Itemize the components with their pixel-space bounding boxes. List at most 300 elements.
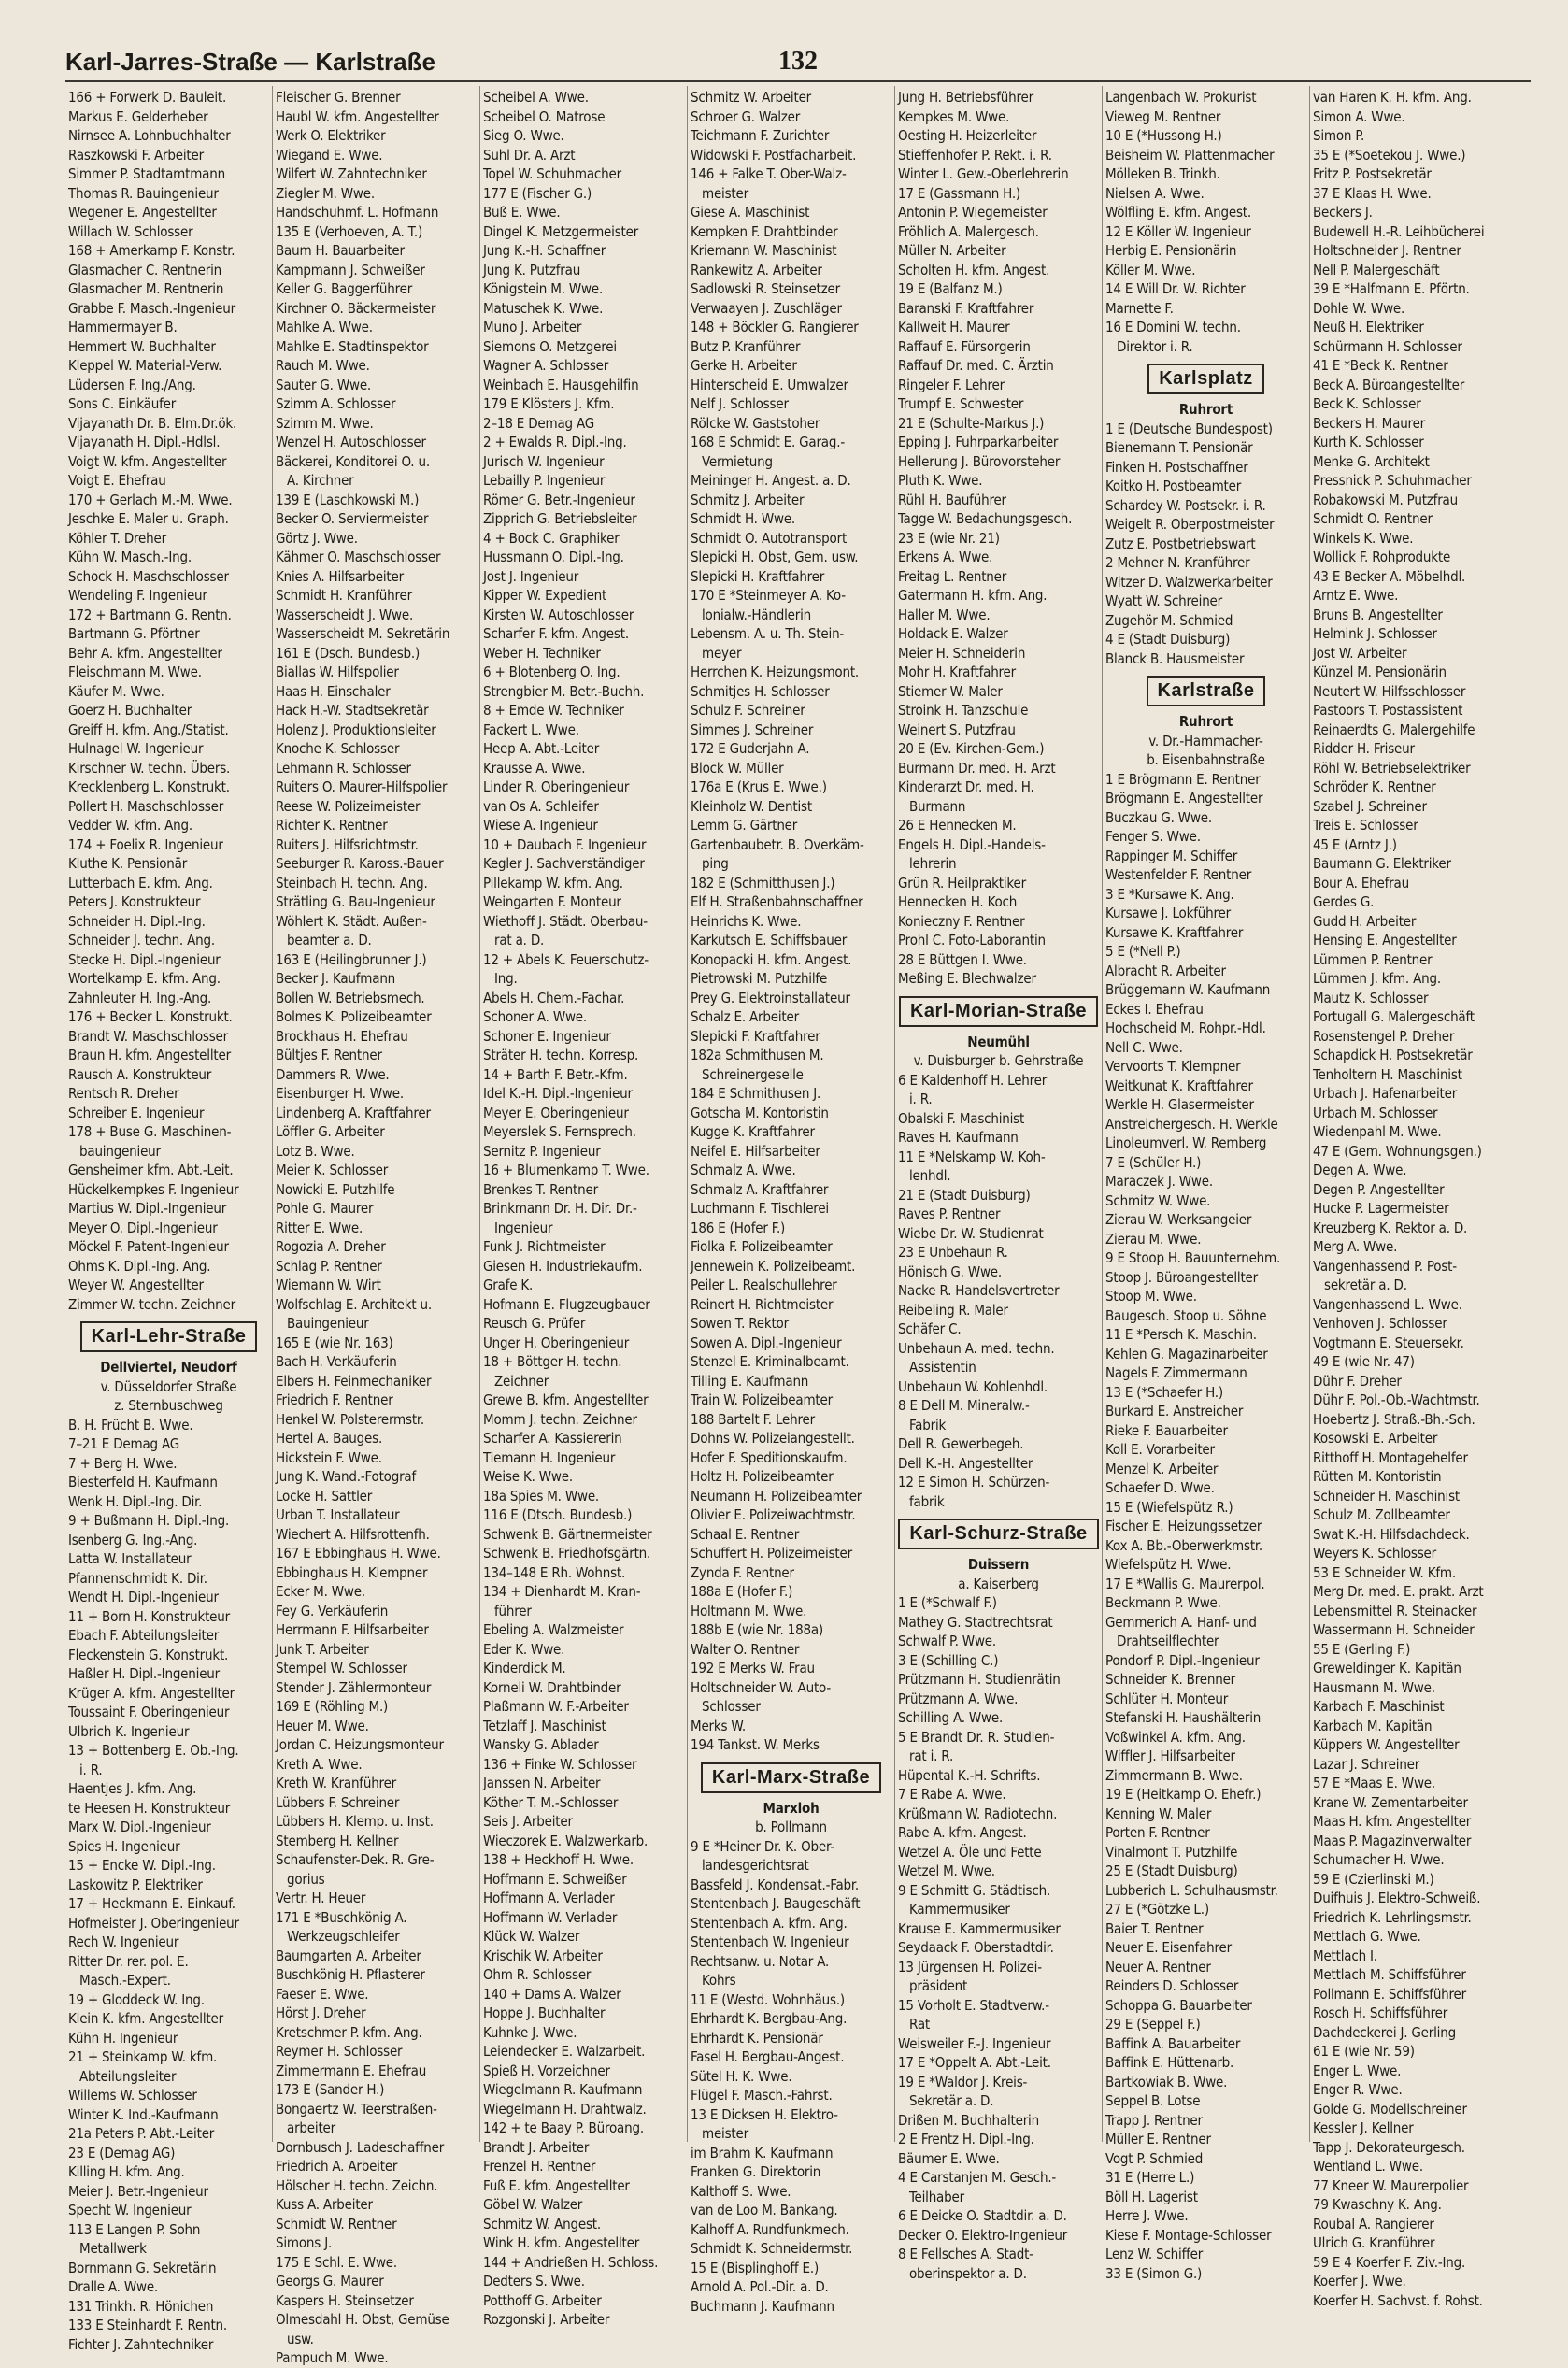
directory-entry: Schroer G. Walzer xyxy=(691,107,801,125)
directory-entry: Kempkes M. Wwe. xyxy=(898,107,1010,125)
directory-entry: Koerfer J. Wwe. xyxy=(1313,2273,1406,2290)
directory-entry: Schmidt O. Autotransport xyxy=(691,529,848,547)
directory-entry: Olivier E. Polizeiwachtmstr. xyxy=(691,1506,856,1523)
directory-entry: Kriemann W. Maschinist xyxy=(691,242,837,259)
directory-entry: Krausse A. Wwe. xyxy=(483,759,586,777)
directory-entry: 11 + Born H. Konstrukteur xyxy=(68,1607,230,1625)
directory-entry: Meyer O. Dipl.-Ingenieur xyxy=(68,1219,218,1236)
directory-entry: Haas H. Einschaler xyxy=(276,682,391,700)
directory-entry: 16 + Blumenkamp T. Wwe. xyxy=(483,1162,649,1178)
directory-entry: Rentsch R. Dreher xyxy=(68,1085,179,1102)
directory-entry: Hulnagel W. Ingenieur xyxy=(68,740,204,757)
directory-entry: Winter K. Ind.-Kaufmann xyxy=(68,2105,219,2123)
directory-entry: Krüßmann W. Radiotechn. xyxy=(898,1805,1058,1822)
directory-entry: Hausmann M. Wwe. xyxy=(1313,1678,1435,1696)
directory-entry: Glasmacher C. Rentnerin xyxy=(68,261,221,278)
directory-entry: landesgerichtsrat xyxy=(702,1857,809,1874)
directory-entry: Nirnsee A. Lohnbuchhalter xyxy=(68,127,231,144)
directory-entry: Pressnick P. Schuhmacher xyxy=(1313,472,1472,489)
directory-entry: Fiolka F. Polizeibeamter xyxy=(691,1238,833,1255)
directory-entry: Hellerung J. Bürovorsteher xyxy=(898,452,1061,470)
directory-entry: Kallweit H. Maurer xyxy=(898,319,1010,335)
directory-entry: Hoffmann A. Verlader xyxy=(483,1890,615,1906)
directory-entry: 15 + Encke W. Dipl.-Ing. xyxy=(68,1857,216,1874)
directory-entry: Kalhoff A. Rundfunkmech. xyxy=(691,2220,849,2238)
directory-entry: Weisweiler F.-J. Ingenieur xyxy=(898,2034,1051,2052)
district-note: v. Düsseldorfer Straße xyxy=(100,1377,237,1395)
directory-entry: Freitag L. Rentner xyxy=(898,567,1007,585)
directory-entry: Lübbers H. Klemp. u. Inst. xyxy=(276,1813,434,1830)
directory-entry: 172 E Guderjahn A. xyxy=(691,740,810,757)
directory-entry: Köller M. Wwe. xyxy=(1105,261,1196,278)
directory-entry: Wiefelspütz H. Wwe. xyxy=(1105,1556,1232,1573)
directory-entry: 35 E (*Soetekou J. Wwe.) xyxy=(1313,146,1466,164)
directory-entry: Lümmen J. kfm. Ang. xyxy=(1313,970,1441,987)
directory-entry: Masch.-Expert. xyxy=(79,1972,171,1989)
directory-entry: Röhl W. Betriebselektriker xyxy=(1313,759,1471,777)
directory-entry: 47 E (Gem. Wohnungsgen.) xyxy=(1313,1142,1482,1160)
directory-entry: Vogtmann E. Steuersekr. xyxy=(1313,1334,1464,1351)
directory-entry: Schlag P. Rentner xyxy=(276,1257,382,1275)
directory-entry: 174 + Foelix R. Ingenieur xyxy=(68,835,223,853)
directory-entry: 3 E (Schilling C.) xyxy=(898,1651,999,1669)
directory-entry: Schoner E. Ingenieur xyxy=(483,1027,611,1045)
directory-entry: 33 E (Simon G.) xyxy=(1105,2264,1203,2282)
directory-entry: Nell P. Malergeschäft xyxy=(1313,261,1440,278)
directory-entry: 13 Jürgensen H. Polizei- xyxy=(898,1958,1042,1976)
directory-entry: Vijayanath Dr. B. Elm.Dr.ök. xyxy=(68,414,237,432)
directory-entry: Sowen A. Dipl.-Ingenieur xyxy=(691,1334,842,1351)
directory-entry: Mettlach M. Schiffsführer xyxy=(1313,1966,1466,1983)
directory-entry: 146 + Falke T. Ober-Walz- xyxy=(691,165,847,182)
directory-entry: Butz P. Kranführer xyxy=(691,337,801,355)
directory-entry: Schneider K. Brenner xyxy=(1105,1671,1236,1688)
directory-entry: Faeser E. Wwe. xyxy=(276,1985,369,2003)
directory-entry: 61 E (wie Nr. 59) xyxy=(1313,2043,1415,2060)
running-head-streets: Karl-Jarres-Straße — Karlstraße xyxy=(65,48,435,76)
directory-entry: 113 E Langen P. Sohn xyxy=(68,2220,201,2238)
directory-entry: Pillekamp W. kfm. Ang. xyxy=(483,874,623,892)
directory-entry: Stefanski H. Haushälterin xyxy=(1105,1709,1262,1726)
directory-entry: Pondorf P. Dipl.-Ingenieur xyxy=(1105,1651,1260,1669)
directory-entry: Rozgonski J. Arbeiter xyxy=(483,2311,610,2328)
directory-entry: Dell R. Gewerbegeh. xyxy=(898,1435,1024,1452)
directory-entry: Beckers J. xyxy=(1313,204,1373,221)
directory-entry: Römer G. Betr.-Ingenieur xyxy=(483,491,635,508)
directory-entry: Baum H. Bauarbeiter xyxy=(276,242,405,259)
directory-entry: Swat K.-H. Hilfsdachdeck. xyxy=(1313,1525,1470,1543)
directory-entry: Stoop M. Wwe. xyxy=(1105,1288,1197,1305)
directory-entry: Giesen H. Industriekaufm. xyxy=(483,1257,643,1275)
directory-entry: Knies A. Hilfsarbeiter xyxy=(276,567,404,585)
directory-entry: Leiendecker E. Walzarbeit. xyxy=(483,2043,646,2060)
directory-entry: Gartenbaubetr. B. Overkäm- xyxy=(691,835,864,853)
directory-entry: Pollmann E. Schiffsführer xyxy=(1313,1985,1466,2003)
directory-entry: 135 E (Verhoeven, A. T.) xyxy=(276,222,423,240)
directory-entry: Grafe K. xyxy=(483,1277,534,1293)
directory-entry: Vinalmont T. Putzhilfe xyxy=(1105,1843,1238,1861)
directory-entry: Frenzel H. Rentner xyxy=(483,2158,596,2175)
directory-entry: Jordan C. Heizungsmonteur xyxy=(276,1736,444,1753)
directory-entry: Neifel E. Hilfsarbeiter xyxy=(691,1142,820,1160)
directory-entry: Stemberg H. Kellner xyxy=(276,1832,399,1849)
directory-entry: Wiebe Dr. W. Studienrat xyxy=(898,1224,1044,1242)
directory-entry: Tetzlaff J. Maschinist xyxy=(483,1717,606,1734)
directory-entry: Zeichner xyxy=(494,1372,549,1390)
directory-entry: Simon A. Wwe. xyxy=(1313,107,1405,125)
directory-entry: Block W. Müller xyxy=(691,759,784,777)
directory-entry: Simons J. xyxy=(276,2234,333,2251)
directory-entry: Dornbusch J. Ladeschaffner xyxy=(276,2138,445,2156)
directory-entry: Robakowski M. Putzfrau xyxy=(1313,491,1458,508)
directory-entry: Dühr F. Pol.-Ob.-Wachtmstr. xyxy=(1313,1391,1480,1408)
directory-entry: Reese W. Polizeimeister xyxy=(276,797,421,815)
directory-entry: Porten F. Rentner xyxy=(1105,1824,1210,1841)
directory-entry: Drahtseilflechter xyxy=(1117,1633,1219,1649)
directory-entry: Brandt J. Arbeiter xyxy=(483,2138,590,2156)
directory-entry: Prey G. Elektroinstallateur xyxy=(691,989,850,1006)
directory-entry: Kaspers H. Steinsetzer xyxy=(276,2291,414,2309)
directory-entry: 21 E (Stadt Duisburg) xyxy=(898,1186,1031,1204)
directory-entry: 23 E (wie Nr. 21) xyxy=(898,529,1000,547)
directory-entry: 17 E *Oppelt A. Abt.-Leit. xyxy=(898,2054,1051,2071)
directory-entry: Schapdick H. Postsekretär xyxy=(1313,1047,1473,1063)
directory-entry: Dühr F. Dreher xyxy=(1313,1372,1402,1390)
directory-entry: Ingenieur xyxy=(494,1219,553,1236)
directory-entry: Nowicki E. Putzhilfe xyxy=(276,1180,395,1198)
directory-entry: Fritz P. Postsekretär xyxy=(1313,165,1432,182)
directory-entry: Oesting H. Heizerleiter xyxy=(898,127,1037,144)
directory-entry: Wolfschlag E. Architekt u. xyxy=(276,1295,432,1313)
directory-entry: Holtschneider W. Auto- xyxy=(691,1678,832,1696)
directory-entry: Drißen M. Buchhalterin xyxy=(898,2111,1039,2129)
directory-entry: Luchmann F. Tischlerei xyxy=(691,1200,829,1217)
directory-entry: Arnold A. Pol.-Dir. a. D. xyxy=(691,2278,829,2295)
directory-entry: 140 + Dams A. Walzer xyxy=(483,1985,621,2003)
directory-entry: Kegler J. Sachverständiger xyxy=(483,855,645,872)
directory-entry: Haubl W. kfm. Angestellter xyxy=(276,107,439,125)
directory-entry: Reymer H. Schlosser xyxy=(276,2043,403,2060)
directory-entry: Karkutsch E. Schiffsbauer xyxy=(691,932,848,949)
directory-entry: Beckmann P. Wwe. xyxy=(1105,1594,1221,1611)
directory-entry: Lenz W. Schiffer xyxy=(1105,2246,1204,2262)
directory-entry: 15 Vorholt E. Stadtverw.- xyxy=(898,1996,1049,2014)
directory-entry: 188b E (wie Nr. 188a) xyxy=(691,1621,823,1638)
directory-entry: Wasserscheidt M. Sekretärin xyxy=(276,625,450,642)
directory-entry: Schalz E. Arbeiter xyxy=(691,1008,799,1025)
directory-entry: 18 + Böttger H. techn. xyxy=(483,1353,622,1370)
directory-entry: Biesterfeld H. Kaufmann xyxy=(68,1474,218,1491)
directory-entry: Ehrhardt K. Bergbau-Ang. xyxy=(691,2010,848,2027)
directory-entry: 9 E Schmitt G. Städtisch. xyxy=(898,1881,1051,1899)
directory-entry: Martius W. Dipl.-Ingenieur xyxy=(68,1200,227,1217)
directory-entry: Ruiters J. Hilfsrichtmstr. xyxy=(276,835,419,853)
directory-entry: Konieczny F. Rentner xyxy=(898,912,1025,930)
directory-entry: Kosowski E. Arbeiter xyxy=(1313,1430,1438,1447)
directory-entry: Ehrhardt K. Pensionär xyxy=(691,2029,823,2047)
directory-entry: Merks W. xyxy=(691,1717,746,1734)
directory-entry: Rölcke W. Gaststoher xyxy=(691,414,820,432)
district-note: z. Sternbuschweg xyxy=(114,1397,223,1414)
directory-entry: Metallwerk xyxy=(79,2240,147,2257)
directory-entry: Bienemann T. Pensionär xyxy=(1105,439,1253,456)
directory-entry: 41 E *Beck K. Rentner xyxy=(1313,357,1448,374)
directory-entry: Friedrich A. Arbeiter xyxy=(276,2158,398,2175)
directory-entry: Korneli W. Drahtbinder xyxy=(483,1678,621,1696)
directory-entry: Momm J. techn. Zeichner xyxy=(483,1410,637,1428)
directory-entry: Stieffenhofer P. Rekt. i. R. xyxy=(898,146,1052,164)
directory-entry: Laskowitz P. Elektriker xyxy=(68,1876,203,1893)
directory-entry: Flügel F. Masch.-Fahrst. xyxy=(691,2087,833,2104)
directory-entry: Portugall G. Malergeschäft xyxy=(1313,1008,1475,1025)
directory-entry: 179 E Klösters J. Kfm. xyxy=(483,395,615,412)
directory-entry: Spieß H. Vorzeichner xyxy=(483,2061,610,2079)
directory-entry: Witzer D. Walzwerkarbeiter xyxy=(1105,573,1273,591)
directory-entry: Fleckenstein G. Konstrukt. xyxy=(68,1646,229,1663)
directory-entry: Werkzeugschleifer xyxy=(287,1928,400,1945)
directory-entry: Eder K. Wwe. xyxy=(483,1640,565,1658)
directory-entry: Dralle A. Wwe. xyxy=(68,2278,159,2295)
directory-entry: präsident xyxy=(909,1977,968,1994)
directory-entry: 6 E Deicke O. Stadtdir. a. D. xyxy=(898,2207,1067,2224)
directory-entry: 116 E (Dtsch. Bundesb.) xyxy=(483,1506,633,1523)
directory-entry: Bongaertz W. Teerstraßen- xyxy=(276,2100,437,2118)
directory-entry: 23 E Unbehaun R. xyxy=(898,1244,1008,1261)
directory-entry: 21 E (Schulte-Markus J.) xyxy=(898,414,1045,432)
directory-entry: Fleischmann M. Wwe. xyxy=(68,663,202,680)
directory-entry: 19 E *Waldor J. Kreis- xyxy=(898,2073,1028,2090)
directory-entry: Schmitz W. Wwe. xyxy=(1105,1191,1211,1209)
directory-entry: Rappinger M. Schiffer xyxy=(1105,847,1238,864)
directory-entry: 5 E (*Nell P.) xyxy=(1105,943,1181,960)
directory-entry: Schmitz J. Arbeiter xyxy=(691,491,805,508)
directory-entry: Hinterscheid E. Umwalzer xyxy=(691,376,848,393)
directory-entry: Wetzel M. Wwe. xyxy=(898,1862,995,1879)
directory-entry: 7 E Rabe A. Wwe. xyxy=(898,1786,1006,1803)
directory-entry: Rosenstengel P. Dreher xyxy=(1313,1027,1455,1045)
directory-entry: Beckers H. Maurer xyxy=(1313,414,1426,432)
directory-entry: Beck K. Schlosser xyxy=(1313,395,1421,412)
directory-entry: Ebbinghaus H. Klempner xyxy=(276,1563,428,1581)
directory-entry: Treis E. Schlosser xyxy=(1313,817,1418,834)
directory-entry: 79 Kwaschny K. Ang. xyxy=(1313,2196,1442,2213)
directory-entry: Urbach J. Hafenarbeiter xyxy=(1313,1085,1458,1102)
directory-entry: Wagner A. Schlosser xyxy=(483,357,609,374)
directory-entry: Unbehaun A. med. techn. xyxy=(898,1339,1055,1357)
directory-entry: Köhler T. Dreher xyxy=(68,529,166,547)
directory-entry: Kinderarzt Dr. med. H. xyxy=(898,778,1034,795)
directory-entry: 4 E Carstanjen M. Gesch.- xyxy=(898,2169,1057,2186)
directory-entry: Hennecken H. Koch xyxy=(898,893,1018,910)
directory-entry: Kiese F. Montage-Schlosser xyxy=(1105,2226,1272,2244)
directory-entry: Kampmann J. Schweißer xyxy=(276,261,425,278)
directory-entry: Zipprich G. Betriebsleiter xyxy=(483,510,637,527)
directory-entry: Pietrowski M. Putzhilfe xyxy=(691,970,828,987)
directory-entry: Schaal E. Rentner xyxy=(691,1525,800,1543)
directory-entry: 14 + Barth F. Betr.-Kfm. xyxy=(483,1065,628,1083)
directory-entry: Schmitz W. Arbeiter xyxy=(691,89,812,106)
directory-entry: Rech W. Ingenieur xyxy=(68,1933,179,1950)
directory-entry: Vermietung xyxy=(702,452,773,470)
directory-entry: Wiese A. Ingenieur xyxy=(483,817,598,834)
district-note: Duissern xyxy=(967,1556,1030,1573)
directory-entry: 168 E Schmidt E. Garag.- xyxy=(691,434,845,450)
directory-entry: Eckes I. Ehefrau xyxy=(1105,1000,1204,1018)
directory-entry: Dohle W. Wwe. xyxy=(1313,299,1405,317)
directory-entry: 182a Schmithusen M. xyxy=(691,1047,824,1063)
directory-entry: Jung K. Wand.-Fotograf xyxy=(276,1468,417,1485)
directory-entry: 43 E Becker A. Möbelhdl. xyxy=(1313,567,1466,585)
directory-entry: Jennewein K. Polizeibeamt. xyxy=(691,1257,856,1275)
directory-entry: Hemmert W. Buchhalter xyxy=(68,337,216,355)
directory-entry: 136 + Finke W. Schlosser xyxy=(483,1755,637,1773)
directory-entry: Spies H. Ingenieur xyxy=(68,1837,180,1855)
directory-entry: Kirsten W. Autoschlosser xyxy=(483,606,634,623)
directory-entry: Simmer P. Stadtamtmann xyxy=(68,165,225,182)
directory-entry: Friedrich F. Rentner xyxy=(276,1391,393,1408)
directory-entry: Roubal A. Rangierer xyxy=(1313,2215,1434,2232)
directory-entry: Beck A. Büroangestellter xyxy=(1313,376,1465,393)
directory-entry: Schwenk B. Friedhofsgärtn. xyxy=(483,1545,651,1562)
directory-entry: Schreiber E. Ingenieur xyxy=(68,1104,205,1121)
directory-entry: Zimmermann B. Wwe. xyxy=(1105,1766,1243,1784)
directory-entry: Schulz M. Zollbeamter xyxy=(1313,1506,1450,1523)
directory-entry: 15 E (Wiefelspütz R.) xyxy=(1105,1498,1233,1516)
directory-entry: 134–148 E Rh. Wohnst. xyxy=(483,1563,626,1581)
directory-entry: 7 + Berg H. Wwe. xyxy=(68,1454,178,1472)
directory-entry: Hoffmann W. Verlader xyxy=(483,1908,618,1926)
directory-entry: Hickstein F. Wwe. xyxy=(276,1448,382,1466)
directory-entry: Bassfeld J. Kondensat.-Fabr. xyxy=(691,1876,859,1893)
directory-entry: Bäumer E. Wwe. xyxy=(898,2149,1000,2167)
directory-entry: 2 + Ewalds R. Dipl.-Ing. xyxy=(483,434,627,450)
street-heading xyxy=(1105,364,1306,394)
directory-entry: Tilling E. Kaufmann xyxy=(691,1372,809,1390)
directory-entry: 18a Spies M. Wwe. xyxy=(483,1487,600,1505)
page-header xyxy=(65,41,1531,82)
directory-entry: Weigelt R. Oberpostmeister xyxy=(1105,516,1275,533)
directory-entry: Meier J. Betr.-Ingenieur xyxy=(68,2182,208,2200)
directory-entry: Brögmann E. Angestellter xyxy=(1105,790,1263,806)
directory-entry: 165 E (wie Nr. 163) xyxy=(276,1334,393,1351)
directory-entry: Unger H. Oberingenieur xyxy=(483,1334,630,1351)
directory-entry: Stentenbach A. kfm. Ang. xyxy=(691,1914,848,1932)
directory-entry: Sträter H. techn. Korresp. xyxy=(483,1047,639,1063)
directory-entry: 10 E (*Hussong H.) xyxy=(1105,127,1222,144)
directory-entry: 17 + Heckmann E. Einkauf. xyxy=(68,1895,235,1912)
directory-entry: Koerfer H. Sachvst. f. Rohst. xyxy=(1313,2291,1483,2309)
directory-entry: 9 + Bußmann H. Dipl.-Ing. xyxy=(68,1512,230,1529)
directory-entry: 23 E (Demag AG) xyxy=(68,2144,176,2161)
directory-entry: Wiedenpahl M. Wwe. xyxy=(1313,1123,1442,1140)
street-heading xyxy=(898,1519,1099,1549)
directory-entry: Seppel B. Lotse xyxy=(1105,2092,1201,2109)
directory-entry: Winter L. Gew.-Oberlehrerin xyxy=(898,165,1069,182)
directory-entry: Schmitjes H. Schlosser xyxy=(691,682,830,700)
directory-entry: Kreth W. Kranführer xyxy=(276,1775,397,1791)
directory-entry: Keller G. Baggerführer xyxy=(276,280,413,297)
directory-entry: Jurisch W. Ingenieur xyxy=(483,452,605,470)
directory-entry: 133 E Steinhardt F. Rentn. xyxy=(68,2317,227,2333)
directory-entry: Schoppa G. Bauarbeiter xyxy=(1105,1996,1252,2014)
directory-entry: Kinderdick M. xyxy=(483,1660,566,1676)
directory-entry: 138 + Heckhoff H. Wwe. xyxy=(483,1851,634,1868)
directory-entry: Neuß H. Elektriker xyxy=(1313,319,1424,335)
directory-entry: 6 E Kaldenhoff H. Lehrer xyxy=(898,1071,1048,1089)
directory-entry: Kehlen G. Magazinarbeiter xyxy=(1105,1345,1268,1362)
directory-entry: te Heesen H. Konstrukteur xyxy=(68,1799,231,1817)
directory-entry: Slepicki F. Kraftfahrer xyxy=(691,1027,820,1045)
directory-entry: Train W. Polizeibeamter xyxy=(691,1391,833,1408)
directory-entry: Klein K. kfm. Angestellter xyxy=(68,2010,223,2027)
directory-entry: Burmann xyxy=(909,797,966,815)
directory-entry: 192 E Merks W. Frau xyxy=(691,1660,815,1676)
directory-entry: Weinert S. Putzfrau xyxy=(898,720,1016,738)
directory-entry: Köther T. M.-Schlosser xyxy=(483,1793,619,1811)
directory-entry: Pollert H. Maschschlosser xyxy=(68,797,224,815)
directory-entry: Dingel K. Metzgermeister xyxy=(483,222,639,240)
directory-entry: Stoop J. Büroangestellter xyxy=(1105,1268,1259,1286)
directory-entry: Koll E. Vorarbeiter xyxy=(1105,1441,1215,1458)
directory-entry: fabrik xyxy=(909,1492,945,1510)
directory-entry: Hückelkempkes F. Ingenieur xyxy=(68,1180,239,1198)
directory-entry: Wendeling F. Ingenieur xyxy=(68,587,207,604)
directory-entry: 57 E *Maas E. Wwe. xyxy=(1313,1775,1435,1791)
directory-entry: Sekretär a. D. xyxy=(909,2092,994,2109)
street-heading-label: Karlsplatz xyxy=(1147,364,1264,394)
directory-entry: Weinbach E. Hausgehilfin xyxy=(483,376,639,393)
directory-entry: Janssen N. Arbeiter xyxy=(483,1775,601,1791)
directory-entry: Reinert H. Richtmeister xyxy=(691,1295,834,1313)
directory-entry: Blanck B. Hausmeister xyxy=(1105,649,1245,667)
directory-entry: 131 Trinkh. R. Hönichen xyxy=(68,2297,214,2315)
directory-entry: 188 Bartelt F. Lehrer xyxy=(691,1410,815,1428)
directory-entry: 21 + Steinkamp W. kfm. xyxy=(68,2048,218,2065)
directory-entry: Bültjes F. Rentner xyxy=(276,1047,382,1063)
directory-entry: 4 E (Stadt Duisburg) xyxy=(1105,631,1231,648)
directory-entry: 194 Tankst. W. Merks xyxy=(691,1736,820,1753)
directory-entry: Ringeler F. Lehrer xyxy=(898,376,1005,393)
directory-entry: 12 E Köller W. Ingenieur xyxy=(1105,222,1251,240)
directory-entry: Stempel W. Schlosser xyxy=(276,1660,407,1676)
district-note: a. Kaiserberg xyxy=(958,1575,1039,1592)
directory-entry: 173 E (Sander H.) xyxy=(276,2081,385,2098)
directory-entry: Stiemer W. Maler xyxy=(898,682,1003,700)
directory-entry: Lebensm. A. u. Th. Stein- xyxy=(691,625,845,642)
directory-entry: Enger R. Wwe. xyxy=(1313,2081,1403,2098)
directory-entry: Latta W. Installateur xyxy=(68,1550,192,1567)
directory-entry: Neutert W. Hilfsschlosser xyxy=(1313,682,1466,700)
directory-entry: Kretschmer P. kfm. Ang. xyxy=(276,2023,422,2041)
directory-entry: Baffink A. Bauarbeiter xyxy=(1105,2034,1241,2052)
directory-entry: van Os A. Schleifer xyxy=(483,797,599,815)
directory-entry: Funk J. Richtmeister xyxy=(483,1238,606,1255)
directory-entry: 27 E (*Götzke L.) xyxy=(1105,1901,1209,1918)
directory-entry: Decker O. Elektro-Ingenieur xyxy=(898,2226,1068,2244)
directory-entry: 163 E (Heilingbrunner J.) xyxy=(276,950,427,968)
directory-entry: Mölleken B. Trinkh. xyxy=(1105,165,1220,182)
directory-entry: 59 E (Czierlinski M.) xyxy=(1313,1870,1434,1888)
directory-entry: Weitkunat K. Kraftfahrer xyxy=(1105,1077,1253,1094)
directory-entry: bauingenieur xyxy=(79,1142,161,1160)
directory-entry: 19 E (Balfanz M.) xyxy=(898,280,1003,297)
directory-entry: 26 E Hennecken M. xyxy=(898,817,1017,834)
directory-entry: Kurth K. Schlosser xyxy=(1313,434,1424,450)
directory-entry: Direktor i. R. xyxy=(1117,337,1193,355)
directory-entry: 171 E *Buschkönig A. xyxy=(276,1908,407,1926)
directory-entry: Arntz E. Wwe. xyxy=(1313,587,1399,604)
directory-entry: Baugesch. Stoop u. Söhne xyxy=(1105,1306,1267,1324)
